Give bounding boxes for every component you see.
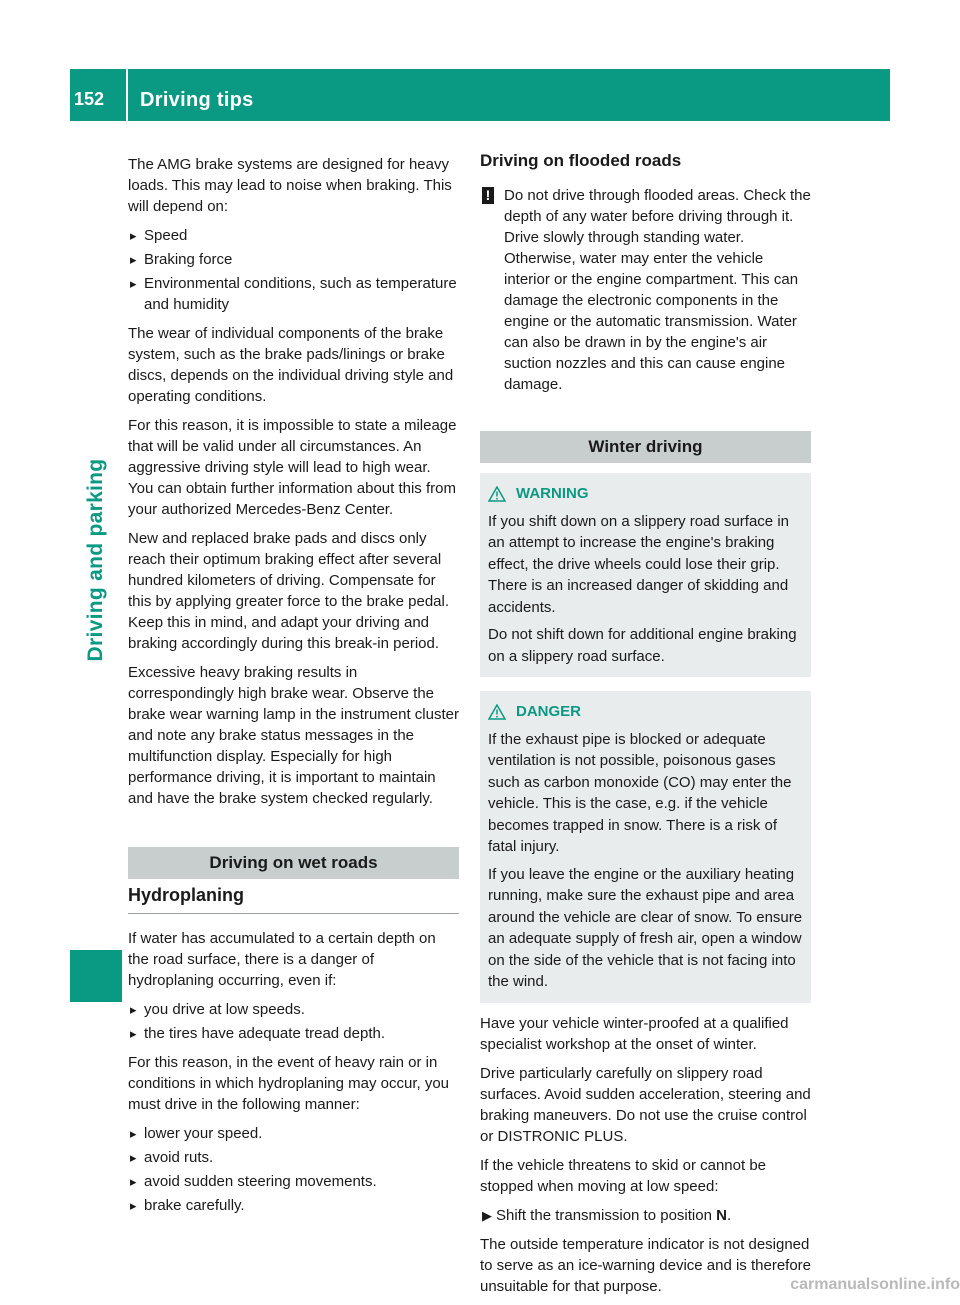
exclamation-icon: ! xyxy=(482,187,494,204)
warning-label: WARNING xyxy=(516,485,589,502)
heavy-braking-paragraph: Excessive heavy braking results in correspondingly high brake wear. Observe the brake wear warning lamp in the instrument cluster and note any brake status messages in the multifunction display. Especially for high performance driving, it is important to maintain and have the brake system checked regularly. xyxy=(128,664,459,807)
flooded-notice xyxy=(480,185,811,395)
danger-header xyxy=(488,701,803,723)
list-item: ▸ avoid sudden steering movements. xyxy=(130,1173,377,1190)
bullet-icon: ▸ xyxy=(130,276,137,291)
shift-action: ▶ Shift the transmission to position N. xyxy=(482,1206,732,1224)
brake-factor-list xyxy=(128,225,459,315)
section-title: Driving tips xyxy=(140,89,254,111)
wet-roads-heading: Driving on wet roads xyxy=(128,847,459,879)
warning-triangle-icon xyxy=(488,486,506,502)
bullet-icon: ▸ xyxy=(130,1126,137,1141)
bullet-icon: ▸ xyxy=(130,1026,137,1041)
action-arrow-icon: ▶ xyxy=(482,1207,492,1223)
mileage-paragraph: For this reason, it is impossible to state a mileage that will be valid under all circumstances. An aggressive driving style will lead to high wear. You can obtain further information about this from your authorized Mercedes-Benz Center. xyxy=(128,417,457,518)
list-item: ▸ the tires have adequate tread depth. xyxy=(130,1025,386,1042)
list-item: ▸ avoid ruts. xyxy=(130,1149,214,1166)
temperature-paragraph: The outside temperature indicator is not designed to serve as an ice-warning device and is therefore unsuitable for that purpose. xyxy=(480,1235,812,1295)
skid-paragraph: If the vehicle threatens to skid or cannot be stopped when moving at low speed: xyxy=(480,1156,767,1195)
list-item: ▸ Environmental conditions, such as temperature and humidity xyxy=(130,275,457,313)
bullet-icon: ▸ xyxy=(130,1174,137,1189)
flooded-roads-heading: Driving on flooded roads xyxy=(480,151,682,170)
warning-box xyxy=(480,473,811,677)
page-number: 152 xyxy=(74,89,105,109)
list-item: ▸ Speed xyxy=(130,227,188,244)
danger-text-1: If the exhaust pipe is blocked or adequate ventilation is not possible, poisonous gases such as carbon monoxide (CO) may enter the vehicle. This is the case, e.g. if the vehicle becomes trapped in snow. There is a risk of fatal injury. xyxy=(488,730,792,855)
bullet-icon: ▸ xyxy=(130,1198,137,1213)
bullet-icon: ▸ xyxy=(130,252,137,267)
header-divider xyxy=(126,69,128,121)
gear-position: N xyxy=(716,1206,727,1224)
hydroplaning-heading: Hydroplaning xyxy=(128,879,459,914)
list-item: ▸ brake carefully. xyxy=(130,1197,245,1214)
right-column xyxy=(480,150,811,1305)
bullet-icon: ▸ xyxy=(130,1150,137,1165)
side-tab-label: Driving and parking xyxy=(84,458,107,662)
intro-paragraph: The AMG brake systems are designed for heavy loads. This may lead to noise when braking. This will depend on: xyxy=(128,156,452,215)
list-item: ▸ lower your speed. xyxy=(130,1125,263,1142)
bullet-icon: ▸ xyxy=(130,228,137,243)
list-item: ▸ Braking force xyxy=(130,251,233,268)
list-item: ▸ you drive at low speeds. xyxy=(130,1001,305,1018)
danger-label: DANGER xyxy=(516,703,582,720)
side-block xyxy=(70,950,122,1002)
hydroplaning-action-list xyxy=(128,1123,459,1216)
danger-text-2: If you leave the engine or the auxiliary heating running, make sure the exhaust pipe and area around the vehicle are clear of snow. To ensure an adequate supply of fresh air, open a window on the side of the vehicle that is not facing into the wind. xyxy=(488,865,803,990)
slippery-road-paragraph: Drive particularly carefully on slippery road surfaces. Avoid sudden acceleration, steering and braking maneuvers. Do not use the cruise control or DISTRONIC PLUS. xyxy=(480,1064,811,1145)
break-in-paragraph: New and replaced brake pads and discs only reach their optimum braking effect after several hundred kilometers of driving. Compensate for this by applying greater force to the brake pedal. Keep this in mind, and adapt your driving and braking accordingly during this break-in period. xyxy=(128,530,450,652)
flooded-notice-text: Do not drive through flooded areas. Check the depth of any water before driving through it. Drive slowly through standing water. Otherwise, water may enter the vehicle interior or the engine compartment. This can damage the electronic components in the engine or the automatic transmission. Water can also be drawn in by the engine's air suction nozzles and this can cause engine damage. xyxy=(504,187,811,393)
hydroplaning-paragraph: If water has accumulated to a certain depth on the road surface, there is a danger of hydroplaning occurring, even if: xyxy=(128,930,436,989)
left-column xyxy=(128,154,459,1224)
warning-text-1: If you shift down on a slippery road surface in an attempt to increase the engine's braking effect, the drive wheels could lose their grip. There is an increased danger of skidding and accidents. xyxy=(488,512,789,616)
warning-text-2: Do not shift down for additional engine braking on a slippery road surface. xyxy=(488,626,797,665)
hydroplaning-reason-paragraph: For this reason, in the event of heavy rain or in conditions in which hydroplaning may occur, you must drive in the following manner: xyxy=(128,1054,450,1113)
winter-proof-paragraph: Have your vehicle winter-proofed at a qualified specialist workshop at the onset of winter. xyxy=(480,1014,789,1053)
winter-driving-heading: Winter driving xyxy=(480,431,811,463)
hydroplaning-condition-list xyxy=(128,999,459,1044)
brake-wear-paragraph: The wear of individual components of the brake system, such as the brake pads/linings or brake discs, depends on the individual driving style and operating conditions. xyxy=(128,325,454,405)
danger-box xyxy=(480,691,811,1003)
warning-triangle-icon xyxy=(488,704,506,720)
warning-header xyxy=(488,483,803,505)
watermark: carmanualsonline.info xyxy=(790,1276,960,1293)
bullet-icon: ▸ xyxy=(130,1002,137,1017)
